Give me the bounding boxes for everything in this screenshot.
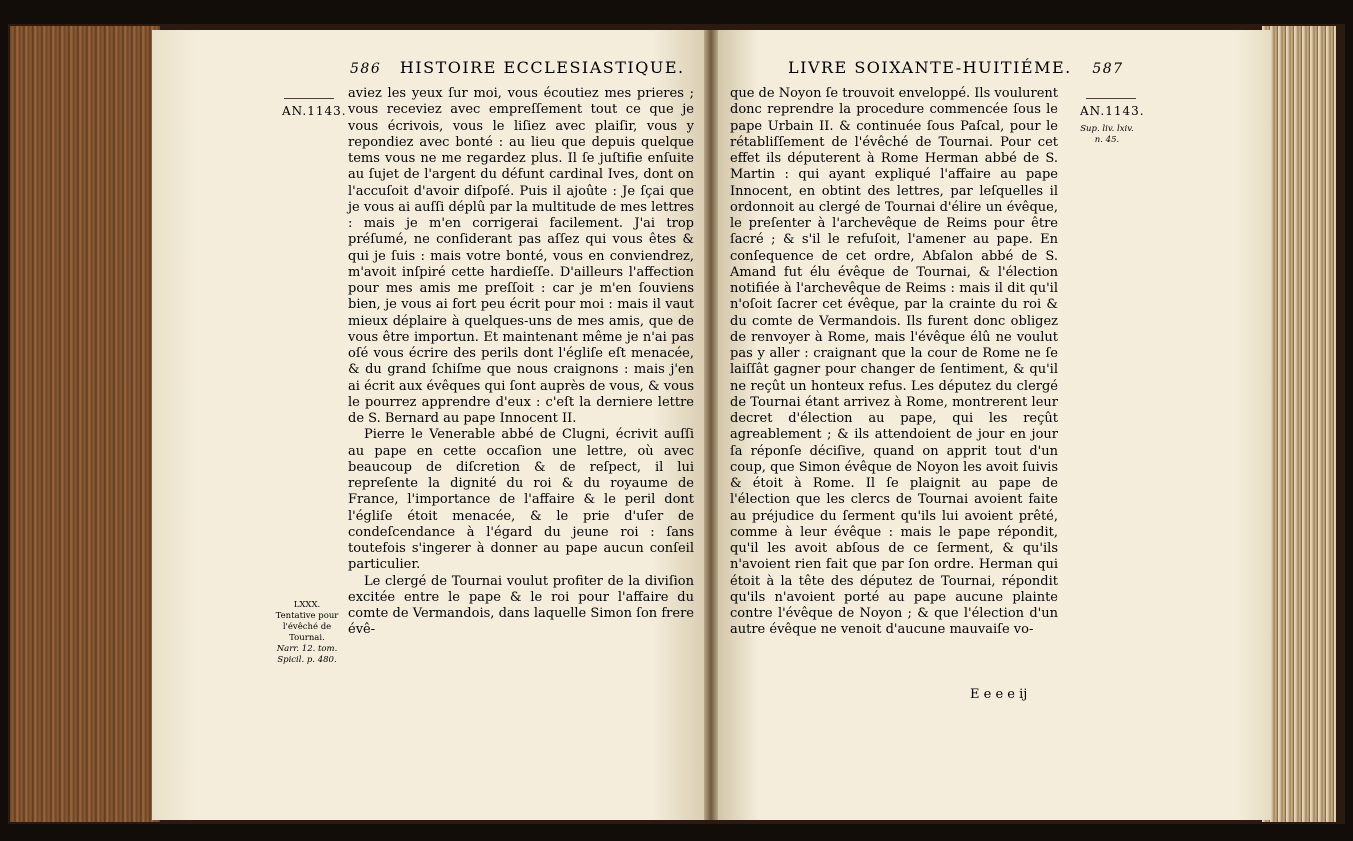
- margin-year-left: AN.1143.: [282, 104, 347, 118]
- left-page-edges: [10, 26, 160, 822]
- page-number-left: 586: [350, 61, 382, 77]
- side-note-line: l'évêché de: [282, 622, 332, 632]
- side-note-reference: Spicil. p. 480.: [277, 655, 337, 665]
- side-note-reference: n. 45.: [1094, 135, 1120, 145]
- signature-mark: E e e e ij: [970, 687, 1028, 702]
- right-page-edges: [1262, 26, 1336, 822]
- side-note-reference: Sup. liv. lxiv.: [1080, 124, 1134, 134]
- side-note-line: Tentative pour: [275, 611, 339, 621]
- left-page-body: [348, 86, 694, 639]
- header-rule-right: [1086, 98, 1136, 99]
- header-rule-left: [284, 98, 334, 99]
- side-note-line: Tournai.: [289, 633, 325, 643]
- right-running-head: [788, 58, 1124, 77]
- running-head-title-left: HISTOIRE ECCLESIASTIQUE.: [399, 58, 685, 77]
- left-side-note: [272, 600, 342, 666]
- side-note-number: LXXX.: [293, 600, 321, 610]
- book-gutter: [704, 30, 718, 820]
- paragraph: Pierre le Venerable abbé de Clugni, écrivit auſſi au pape en cette occaſion une lettre, où avec beaucoup de diſcretion & de reſpect, il lui repreſente la dignité du roi & du royaume de France, l'importance de l'affaire & le peril dont l'égliſe étoit menacée, & le prie d'uſer de condeſcendance à l'égard du jeune roi : ſans toutefois s'ingerer à donner au pape aucun conſeil particulier.: [348, 427, 694, 573]
- paragraph: que de Noyon ſe trouvoit enveloppé. Ils voulurent donc reprendre la procedure commencée ſous le pape Urbain II. & continuée ſous Paſcal, pour le rétabliſſement de l'évêché de Tournai. Pour cet effet ils députerent à Rome Herman abbé de S. Martin : qui ayant expliqué l'affaire au pape Innocent, en obtint des lettres, par leſquelles il ordonnoit au clergé de Tournai d'élire un évêque, le preſenter à l'archevêque de Reims pour être ſacré ; & s'il le refuſoit, l'amener au pape. En conſequence de cet ordre, Abſalon abbé de S. Amand fut élu évêque de Tournai, & l'élection notifiée à l'archevêque de Reims : mais il dit qu'il n'oſoit ſacrer cet évêque, par la crainte du roi & du comte de Vermandois. Ils furent donc obligez de renvoyer à Rome, mais l'évêque élû ne voulut pas y aller : craignant que la cour de Rome ne ſe laiſſât gagner pour changer de ſentiment, & qu'il ne reçût un honteux refus. Les députez du clergé de Tournai étant arrivez à Rome, montrerent leur decret d'élection au pape, qui les reçût agreablement ; & ils attendoient de jour en jour ſa réponſe déciſive, quand on apprit tout d'un coup, que Simon évêque de Noyon les avoit ſuivis & étoit à Rome. Il ſe plaignit au pape de l'élection que les clercs de Tournai avoient faite au préjudice du ſerment qu'ils lui avoient prêté, comme à leur évêque : mais le pape répondit, qu'il les avoit abſous de ce ſerment, & qu'ils n'avoient rien fait que par ſon ordre. Herman qui étoit à la tête des députez de Tournai, répondit qu'ils n'avoient porté au pape aucune plainte contre l'évêque de Noyon ; & que l'élection d'un autre évêque ne venoit d'aucune mauvaiſe vo-: [730, 86, 1058, 638]
- side-note-reference: Narr. 12. tom.: [276, 644, 338, 654]
- running-head-title-right: LIVRE SOIXANTE-HUITIÉME.: [788, 58, 1072, 77]
- paragraph: Le clergé de Tournai voulut profiter de la diviſion excitée entre le pape & le roi pour l'affaire du comte de Vermandois, dans laquelle Simon ſon frere évê-: [348, 573, 694, 638]
- left-running-head: [350, 58, 685, 77]
- right-side-note: [1072, 124, 1142, 146]
- margin-year-right: AN.1143.: [1080, 104, 1145, 118]
- right-page-body: [730, 86, 1058, 639]
- page-number-right: 587: [1092, 61, 1124, 77]
- paragraph: aviez les yeux ſur moi, vous écoutiez mes prieres ; vous receviez avec empreſſement tout ce que je vous écrivois, vous le liſiez avec plaiſir, vous y repondiez avec bonté : au lieu que depuis quelque tems vous ne me regardez plus. Il ſe juſtifie enſuite au ſujet de l'argent du défunt cardinal Ives, dont on l'accuſoit d'avoir diſpoſé. Puis il ajoûte : Je ſçai que je vous ai auſſi déplû par la multitude de mes lettres : mais je m'en corrigerai facilement. J'ai trop préſumé, ne conſiderant pas aſſez qui vous êtes & qui je ſuis : mais votre bonté, vous en conviendrez, m'avoit inſpiré cette hardieſſe. D'ailleurs l'affection pour mes amis me preſſoit : car je m'en ſouviens bien, je vous ai fort peu écrit pour moi : mais il vaut mieux déplaire à quelques-uns de mes amis, que de vous être importun. Et maintenant même je n'ai pas oſé vous écrire des perils dont l'égliſe eſt menacée, & du grand ſchiſme que nous craignons : mais j'en ai écrit aux évêques qui ſont auprès de vous, & vous le pourrez apprendre d'eux : c'eſt la derniere lettre de S. Bernard au pape Innocent II.: [348, 86, 694, 426]
